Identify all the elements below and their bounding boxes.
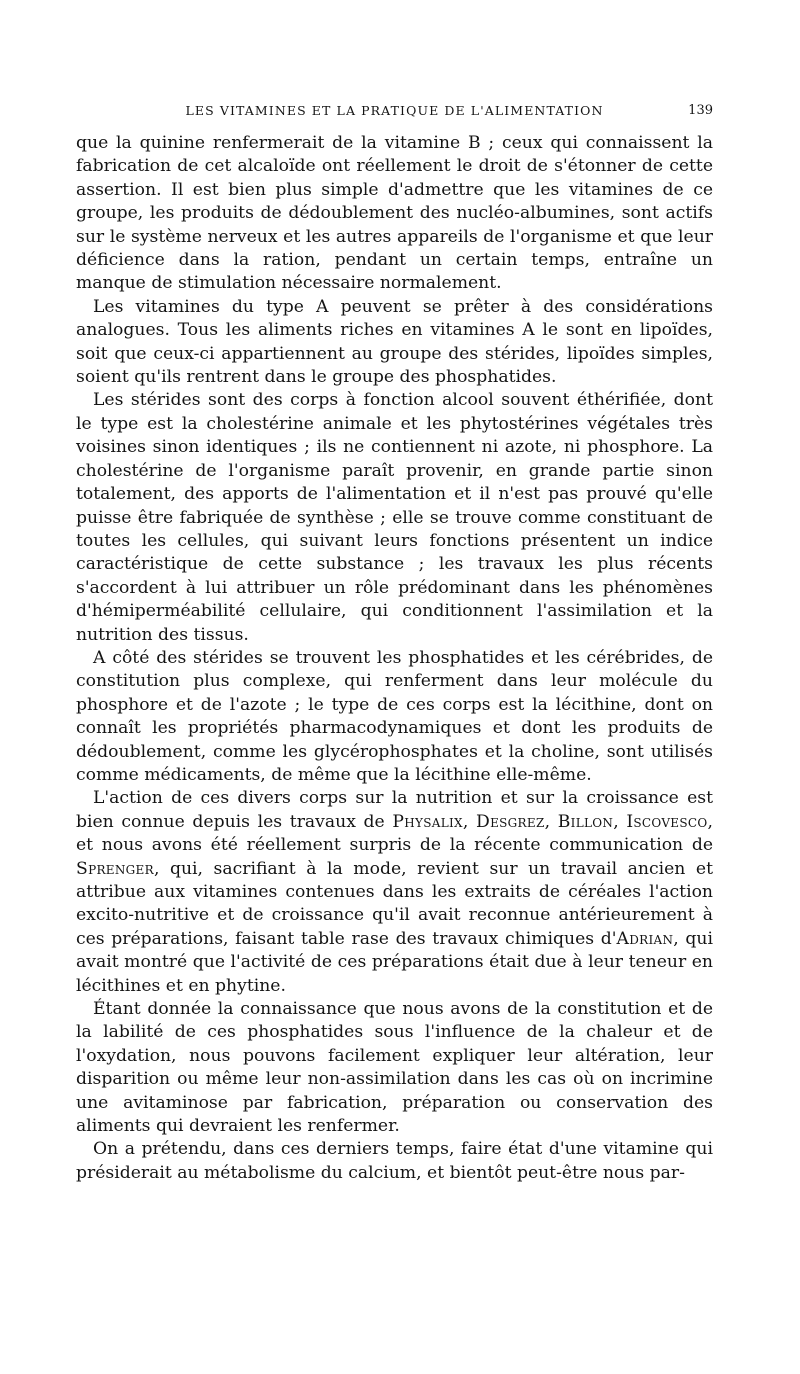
paragraph [76, 787, 713, 998]
paragraph [76, 998, 713, 1138]
author-name: Billon [557, 811, 614, 832]
paragraph [76, 132, 713, 296]
paragraph-text: Étant donnée la connaissance que nous avons de la constitution et de la labilité de ces phosphatides sous l'influence de la chaleur et de l'oxydation, nous pouvons facilement expliquer leur altération, leur disparition ou même leur non-assimilation dans les cas où on incrimine une avitaminose par fabrication, préparation ou conservation des aliments qui devraient les renfermer. [76, 999, 713, 1137]
author-name: Iscovesco [626, 811, 708, 832]
paragraph [76, 389, 713, 646]
paragraph-text: , [462, 811, 477, 832]
paragraph-text: On a prétendu, dans ces derniers temps, faire état d'une vitamine qui présiderait au métabolisme du calcium, et bientôt peut-être nous par- [76, 1139, 713, 1183]
author-name: Physalix [392, 811, 463, 832]
author-name: Sprenger [76, 858, 154, 879]
paragraph-text: , et nous avons été réellement surpris de la récente communication de [76, 811, 713, 856]
paragraph-text: que la quinine renfermerait de la vitamine B ; ceux qui connaissent la fabrication de cet alcaloïde ont réellement le droit de s'étonner de cette assertion. Il est bien plus simple d'admettre que les vitamines de ce groupe, les produits de dédoublement des nucléo-albumines, sont actifs sur le système nerveux et les autres appareils de l'organisme et que leur déficience dans la ration, pendant un certain temps, entraîne un manque de stimulation nécessaire normalement. [76, 133, 713, 294]
author-name: Desgrez [476, 811, 545, 832]
paragraph [76, 647, 713, 787]
body-text [76, 132, 713, 1185]
paragraph-text: L'action de ces divers corps sur la nutrition et sur la croissance est bien connue depuis les travaux de [76, 788, 713, 832]
author-name: Adrian [616, 928, 674, 949]
running-head [76, 103, 713, 125]
page-number: 139 [688, 103, 713, 118]
paragraph-text: Les vitamines du type A peuvent se prêter à des considérations analogues. Tous les aliments riches en vitamines A le sont en lipoïdes, soit que ceux-ci appartiennent au groupe des stérides, lipoïdes simples, soient qu'ils rentrent dans le groupe des phosphatides. [76, 296, 713, 388]
paragraph-text: Les stérides sont des corps à fonction alcool souvent éthérifiée, dont le type est la cholestérine animale et les phytostérines végétales très voisines sinon identiques ; ils ne contiennent ni azote, ni phosphore. La cholestérine de l'organisme paraît provenir, en grande partie sinon totalement, des apports de l'alimentation et il n'est pas prouvé qu'elle puisse être fabriquée de synthèse ; elle se trouve comme constituant de toutes les cellules, qui suivant leurs fonctions présentent un indice caractéristique de cette substance ; les travaux les plus récents s'accordent à lui attribuer un rôle prédominant dans les phénomènes d'hémiperméabilité cellulaire, qui conditionnent l'assimilation et la nutrition des tissus. [76, 390, 713, 645]
paragraph [76, 296, 713, 390]
paragraph-text: , qui avait montré que l'activité de ces préparations était due à leur teneur en lécithines et en phytine. [76, 928, 714, 996]
running-title: LES VITAMINES ET LA PRATIQUE DE L'ALIMENTATION [185, 103, 604, 118]
paragraph-text: , [544, 811, 558, 832]
paragraph [76, 1138, 713, 1185]
paragraph-text: , qui, sacrifiant à la mode, revient sur un travail ancien et attribue aux vitamines contenues dans les extraits de céréales l'action excito-nutritive et de croissance qu'il avait reconnue antérieurement à ces préparations, faisant table rase des travaux chimiques d' [76, 858, 713, 949]
paragraph-text: A côté des stérides se trouvent les phosphatides et les cérébrides, de constitution plus complexe, qui renferment dans leur molécule du phosphore et de l'azote ; le type de ces corps est la lécithine, dont on connaît les propriétés pharmacodynamiques et dont les produits de dédoublement, comme les glycérophosphates et la choline, sont utilisés comme médicaments, de même que la lécithine elle-même. [76, 647, 713, 785]
paragraph-text: , [613, 811, 627, 832]
